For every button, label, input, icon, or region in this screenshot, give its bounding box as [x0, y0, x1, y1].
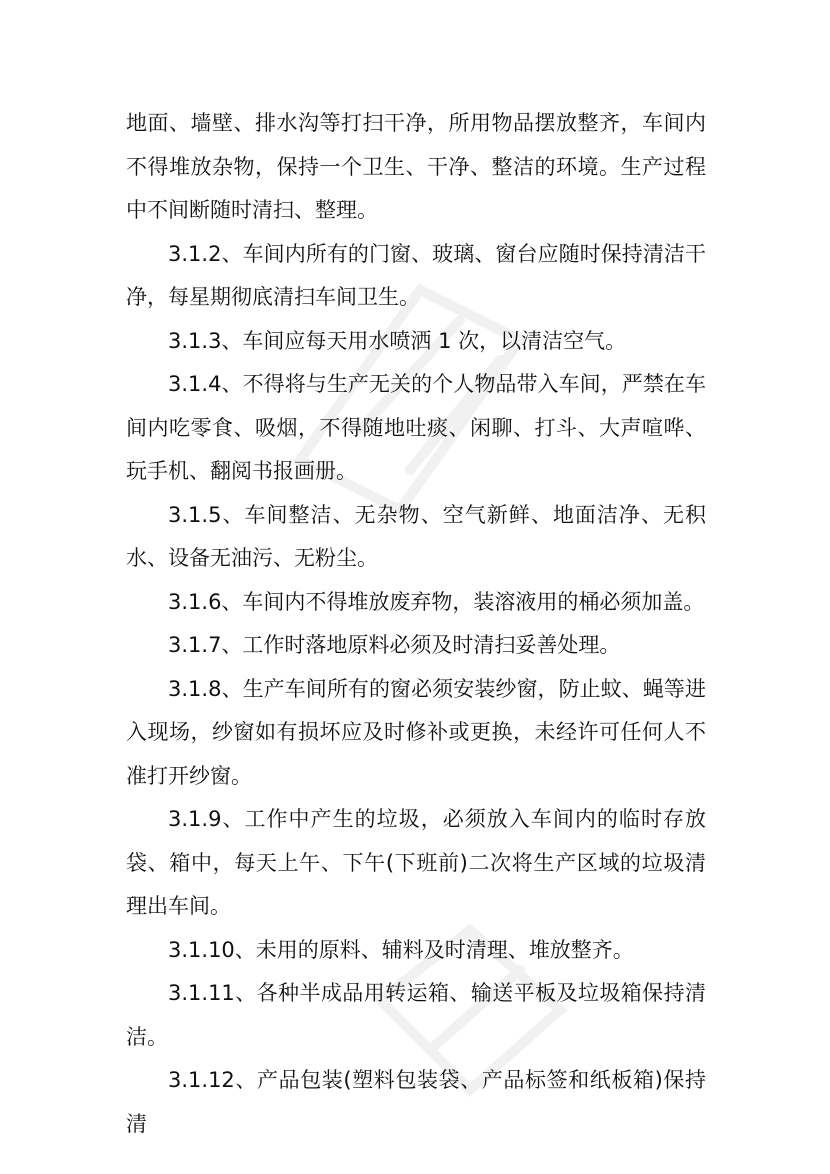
paragraph-3-1-4: 3.1.4、不得将与生产无关的个人物品带入车间，严禁在车间内吃零食、吸烟，不得随地吐痰、闲聊、打斗、大声喧哗、玩手机、翻阅书报画册。: [126, 372, 706, 483]
paragraph-3-1-12: 3.1.12、产品包装(塑料包装袋、产品标签和纸板箱)保持清: [126, 1068, 706, 1136]
document-body: [126, 102, 706, 1146]
paragraph-continuation: 地面、墙壁、排水沟等打扫干净，所用物品摆放整齐，车间内不得堆放杂物，保持一个卫生、干净、整洁的环境。生产过程中不间断随时清扫、整理。: [126, 111, 706, 222]
paragraph-3-1-2: 3.1.2、车间内所有的门窗、玻璃、窗台应随时保持清洁干净，每星期彻底清扫车间卫生。: [126, 241, 706, 309]
paragraph-3-1-6: 3.1.6、车间内不得堆放废弃物，装溶液用的桶必须加盖。: [168, 589, 705, 614]
paragraph-3-1-8: 3.1.8、生产车间所有的窗必须安装纱窗，防止蚊、蝇等进入现场，纱窗如有损坏应及时修补或更换，未经许可任何人不准打开纱窗。: [126, 676, 706, 788]
paragraph-3-1-5: 3.1.5、车间整洁、无杂物、空气新鲜、地面洁净、无积水、设备无油污、无粉尘。: [126, 502, 706, 570]
paragraph-3-1-9: 3.1.9、工作中产生的垃圾，必须放入车间内的临时存放袋、箱中，每天上午、下午(下班前)二次将生产区域的垃圾清理出车间。: [126, 807, 706, 918]
paragraph-3-1-10: 3.1.10、未用的原料、辅料及时清理、堆放整齐。: [168, 937, 634, 962]
paragraph-3-1-11: 3.1.11、各种半成品用转运箱、输送平板及垃圾箱保持清洁。: [126, 981, 706, 1049]
paragraph-3-1-7: 3.1.7、工作时落地原料必须及时清扫妥善处理。: [168, 633, 621, 657]
paragraph-3-1-3: 3.1.3、车间应每天用水喷洒 1 次，以清洁空气。: [168, 328, 627, 353]
